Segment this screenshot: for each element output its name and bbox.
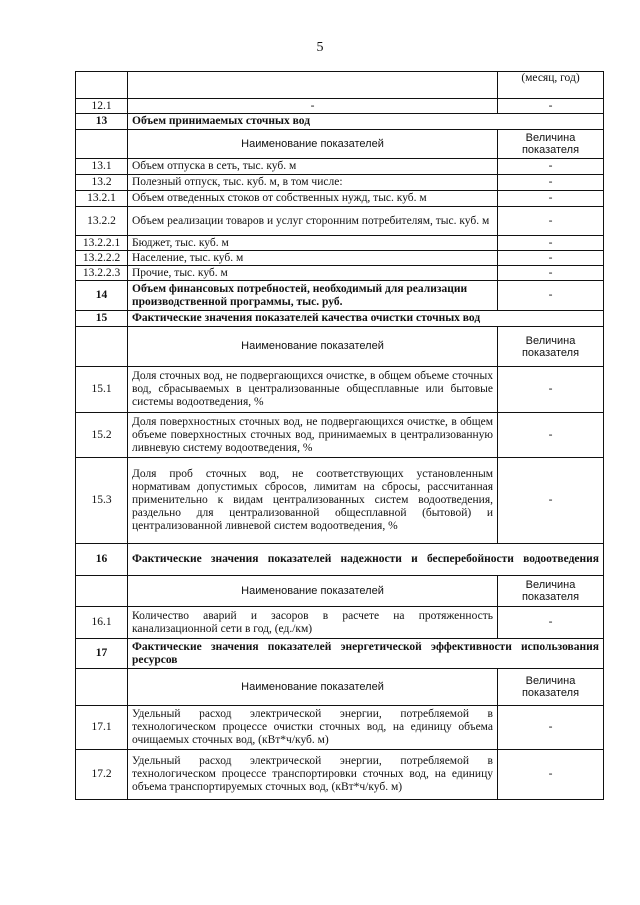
header-row (76, 576, 604, 607)
header-empty-cell (76, 576, 128, 607)
table-row (76, 175, 604, 191)
row-number: 13.2.2.1 (76, 236, 128, 251)
row-value: - (498, 750, 604, 800)
row-value: - (498, 458, 604, 544)
header-row (76, 327, 604, 367)
row-value: - (498, 281, 604, 311)
row-text (128, 72, 498, 99)
table-row (76, 458, 604, 544)
table-row (76, 413, 604, 458)
section-row (76, 311, 604, 327)
table-row (76, 207, 604, 236)
section-number: 17 (76, 639, 128, 669)
row-text: Прочие, тыс. куб. м (128, 266, 498, 281)
row-text: Удельный расход электрической энергии, потребляемой в технологическом процессе очистки сточных вод, на единицу объема очищаемых сточных вод, (кВт*ч/куб. м) (128, 706, 498, 750)
section-title: Фактические значения показателей надежности и бесперебойности водоотведения (128, 544, 604, 576)
table-row (76, 607, 604, 639)
header-empty-cell (76, 669, 128, 706)
table-row (76, 706, 604, 750)
row-number: 15.3 (76, 458, 128, 544)
row-value: - (498, 159, 604, 175)
row-text: Население, тыс. куб. м (128, 251, 498, 266)
row-text: - (128, 99, 498, 114)
row-number: 13.2 (76, 175, 128, 191)
table-row (76, 191, 604, 207)
row-number: 16.1 (76, 607, 128, 639)
row-number: 13.2.2 (76, 207, 128, 236)
section-title: Объем принимаемых сточных вод (128, 114, 604, 130)
row-text: Доля поверхностных сточных вод, не подвергающихся очистке, в общем объеме поверхностных сточных вод, принимаемых в централизованную ливневую систему водоотведения, % (128, 413, 498, 458)
row-number: 13.2.1 (76, 191, 128, 207)
row-value: - (498, 607, 604, 639)
row-value: - (498, 207, 604, 236)
table-row (76, 236, 604, 251)
row-number: 17.1 (76, 706, 128, 750)
row-value: - (498, 251, 604, 266)
row-text: Удельный расход электрической энергии, потребляемой в технологическом процессе транспортировки сточных вод, на единицу объема транспортируемых сточных вод, (кВт*ч/куб. м) (128, 750, 498, 800)
value-header: Величина показателя (498, 130, 604, 159)
section-number: 14 (76, 281, 128, 311)
indicators-table (75, 71, 604, 800)
unit-cell: (месяц, год) (498, 72, 604, 99)
section-number: 13 (76, 114, 128, 130)
section-title: Объем финансовых потребностей, необходимый для реализации производственной программы, тыс. руб. (128, 281, 498, 311)
row-number (76, 72, 128, 99)
name-header: Наименование показателей (128, 576, 498, 607)
row-text: Полезный отпуск, тыс. куб. м, в том числе: (128, 175, 498, 191)
row-text: Объем реализации товаров и услуг сторонним потребителям, тыс. куб. м (128, 207, 498, 236)
table-row (76, 72, 604, 99)
name-header: Наименование показателей (128, 327, 498, 367)
row-text: Количество аварий и засоров в расчете на протяженность канализационной сети в год, (ед./км) (128, 607, 498, 639)
row-number: 13.1 (76, 159, 128, 175)
header-empty-cell (76, 327, 128, 367)
row-number: 13.2.2.2 (76, 251, 128, 266)
row-number: 12.1 (76, 99, 128, 114)
header-row (76, 669, 604, 706)
row-text: Бюджет, тыс. куб. м (128, 236, 498, 251)
table-row (76, 159, 604, 175)
page-number: 5 (316, 40, 324, 55)
row-value: - (498, 191, 604, 207)
table-row (76, 251, 604, 266)
table-row (76, 266, 604, 281)
row-text: Доля сточных вод, не подвергающихся очистке, в общем объеме сточных вод, сбрасываемых в централизованные общесплавные или бытовые системы водоотведения, % (128, 367, 498, 413)
section-row (76, 544, 604, 576)
section-title: Фактические значения показателей качества очистки сточных вод (128, 311, 604, 327)
table-row (76, 99, 604, 114)
header-empty-cell (76, 130, 128, 159)
section-number: 15 (76, 311, 128, 327)
row-value: - (498, 413, 604, 458)
row-value: - (498, 367, 604, 413)
value-header: Величина показателя (498, 327, 604, 367)
row-value: - (498, 99, 604, 114)
name-header: Наименование показателей (128, 130, 498, 159)
name-header: Наименование показателей (128, 669, 498, 706)
row-text: Объем отпуска в сеть, тыс. куб. м (128, 159, 498, 175)
value-header: Величина показателя (498, 669, 604, 706)
section-row (76, 639, 604, 669)
section-number: 16 (76, 544, 128, 576)
row-text: Доля проб сточных вод, не соответствующих установленным нормативам допустимых сбросов, лимитам на сбросы, рассчитанная применительно к видам централизованных систем водоотведения, раздельно для централизованной общесплавной (бытовой) и централизованной ливневой систем водоотведения, % (128, 458, 498, 544)
section-row (76, 281, 604, 311)
row-value: - (498, 236, 604, 251)
row-number: 13.2.2.3 (76, 266, 128, 281)
table-row (76, 367, 604, 413)
row-number: 15.1 (76, 367, 128, 413)
value-header: Величина показателя (498, 576, 604, 607)
header-row (76, 130, 604, 159)
row-value: - (498, 266, 604, 281)
row-text: Объем отведенных стоков от собственных нужд, тыс. куб. м (128, 191, 498, 207)
table-row (76, 750, 604, 800)
row-number: 15.2 (76, 413, 128, 458)
section-row (76, 114, 604, 130)
section-title: Фактические значения показателей энергетической эффективности использования ресурсов (128, 639, 604, 669)
row-value: - (498, 706, 604, 750)
row-number: 17.2 (76, 750, 128, 800)
row-value: - (498, 175, 604, 191)
